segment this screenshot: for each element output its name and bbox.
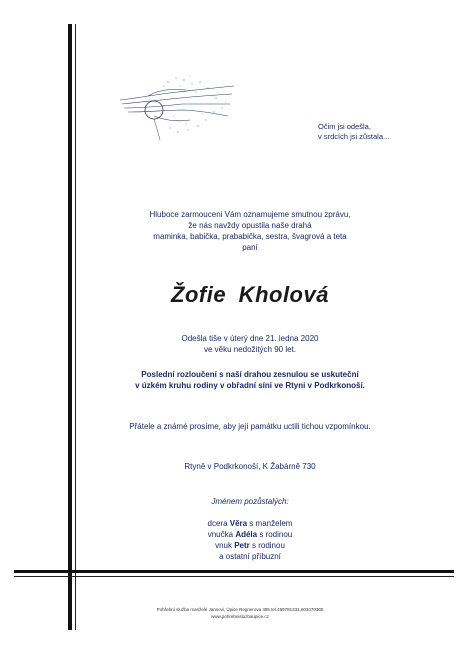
mourners-list [80, 518, 420, 562]
died-line-2: ve věku nedožitých 90 let. [203, 345, 297, 354]
footer-website: www.pohrebnisluzbaupice.cz [211, 614, 269, 619]
vertical-border-thin [75, 24, 76, 630]
ceremony-line-1: Poslední rozloučení s naší drahou zesnulou se uskuteční [141, 370, 359, 379]
quote-line-1: Očim jsi odešla, [318, 122, 371, 131]
horizontal-border-thin [14, 576, 454, 577]
mourner-item: a ostatní příbuzní [219, 552, 281, 561]
family-address: Rtyně v Podkrkonoší, K Žabárně 730 [184, 462, 316, 471]
footer-line-1: Pohřební služba manželé Jansovi, Úpice Regnerova 485 tel.499781331,603470305 [156, 607, 324, 612]
died-line-1: Odešla tiše v úterý dne 21. ledna 2020 [181, 334, 319, 343]
funeral-service-footer [120, 606, 360, 620]
quote-line-2: v srdcích jsi zůstala... [318, 132, 390, 141]
intro-line-1: Hluboce zarmouceni Vám oznamujeme smutnou zprávu, [149, 210, 351, 219]
friends-request: Přátele a známé prosíme, aby její památku uctili tichou vzpomínkou. [129, 422, 371, 431]
feather-ornament-icon [118, 68, 236, 150]
death-notice [80, 333, 420, 355]
mourner-item: vnuk Petr s rodinou [215, 541, 285, 550]
mourners-title: Jménem pozůstalých: [211, 497, 289, 506]
ceremony-line-2: v úzkém kruhu rodiny v obřadní síni ve Rtyni v Podkrkonoší. [135, 381, 365, 390]
mourner-item: dcera Věra s manželem [207, 519, 293, 528]
horizontal-border-thick [14, 570, 454, 573]
mourner-item: vnučka Adéla s rodinou [207, 530, 293, 539]
announcement-intro [80, 209, 420, 253]
deceased-name: Žofie Kholová [171, 282, 329, 307]
intro-line-4: paní [242, 243, 258, 252]
quote [318, 122, 438, 142]
intro-line-3: maminka, babička, prababička, sestra, švagrová a teta [153, 232, 347, 241]
ceremony-notice [80, 369, 420, 391]
intro-line-2: že nás navždy opustila naše drahá [188, 221, 312, 230]
vertical-border-thick [68, 24, 72, 630]
